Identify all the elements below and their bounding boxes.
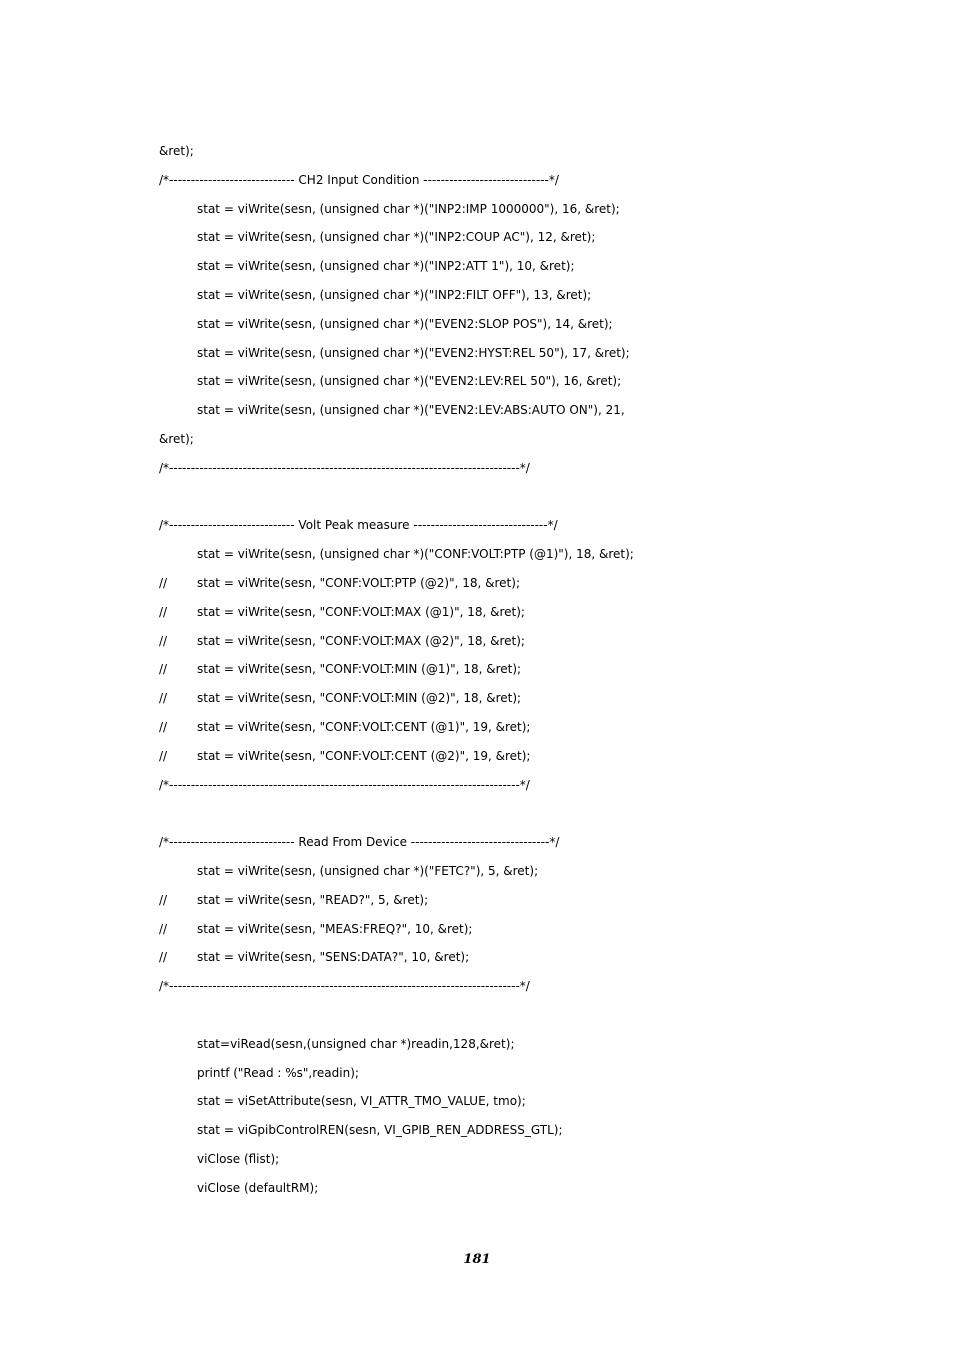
blank-line: [159, 1001, 819, 1030]
line-prefix: [159, 396, 197, 425]
page-number: 181: [463, 1252, 491, 1267]
code-line: [159, 454, 819, 483]
line-prefix: //: [159, 748, 168, 763]
line-text: stat = viWrite(sesn, "CONF:VOLT:CENT (@2)", 19, &ret);: [197, 748, 531, 763]
line-text: viClose (defaultRM);: [197, 1180, 319, 1195]
line-text: stat = viWrite(sesn, "CONF:VOLT:MIN (@1)", 18, &ret);: [197, 662, 522, 677]
line-text: stat = viWrite(sesn, (unsigned char *)("EVEN2:LEV:REL 50"), 16, &ret);: [197, 374, 622, 389]
line-text: stat=viRead(sesn,(unsigned char *)readin,128,&ret);: [197, 1036, 515, 1051]
code-line: [159, 771, 819, 800]
line-prefix: [159, 367, 197, 396]
line-text: stat = viWrite(sesn, "SENS:DATA?", 10, &ret);: [197, 950, 470, 965]
line-text: stat = viWrite(sesn, (unsigned char *)("EVEN2:LEV:ABS:AUTO ON"), 21,: [197, 403, 625, 418]
code-line: [159, 1087, 819, 1116]
line-text: stat = viWrite(sesn, (unsigned char *)("EVEN2:SLOP POS"), 14, &ret);: [197, 316, 613, 331]
code-line: [159, 425, 819, 454]
line-prefix: [159, 252, 197, 281]
line-prefix: [159, 1174, 197, 1203]
line-text: stat = viWrite(sesn, "MEAS:FREQ?", 10, &ret);: [197, 921, 473, 936]
blank-line: [159, 483, 819, 512]
line-text: /*----------------------------- Volt Peak measure -------------------------------*/: [159, 518, 558, 533]
line-text: /*---------------------------------------------------------------------------------*/: [159, 979, 530, 994]
code-line: [159, 396, 819, 425]
code-line: [159, 1059, 819, 1088]
code-line: [159, 339, 819, 368]
code-line: [159, 857, 819, 886]
code-line: [159, 598, 819, 627]
code-line: [159, 540, 819, 569]
code-line: [159, 684, 819, 713]
line-prefix: //: [159, 633, 168, 648]
code-line: [159, 1174, 819, 1203]
code-line: [159, 195, 819, 224]
code-line: [159, 915, 819, 944]
line-text: /*----------------------------- Read From Device --------------------------------*/: [159, 835, 560, 850]
line-text: stat = viWrite(sesn, (unsigned char *)("INP2:IMP 1000000"), 16, &ret);: [197, 201, 620, 216]
code-line: [159, 972, 819, 1001]
line-text: stat = viWrite(sesn, "READ?", 5, &ret);: [197, 892, 429, 907]
code-line: [159, 828, 819, 857]
line-prefix: //: [159, 691, 168, 706]
line-prefix: [159, 195, 197, 224]
code-line: [159, 627, 819, 656]
line-prefix: [159, 339, 197, 368]
line-prefix: //: [159, 892, 168, 907]
line-prefix: //: [159, 662, 168, 677]
code-listing: [159, 137, 819, 1202]
code-line: [159, 1116, 819, 1145]
line-prefix: [159, 310, 197, 339]
code-line: [159, 1145, 819, 1174]
line-text: stat = viWrite(sesn, (unsigned char *)("INP2:FILT OFF"), 13, &ret);: [197, 287, 592, 302]
code-line: [159, 252, 819, 281]
line-text: stat = viWrite(sesn, (unsigned char *)("CONF:VOLT:PTP (@1)"), 18, &ret);: [197, 547, 634, 562]
line-text: stat = viWrite(sesn, (unsigned char *)("FETC?"), 5, &ret);: [197, 863, 539, 878]
line-text: stat = viSetAttribute(sesn, VI_ATTR_TMO_VALUE, tmo);: [197, 1094, 526, 1109]
line-prefix: //: [159, 604, 168, 619]
line-text: stat = viWrite(sesn, "CONF:VOLT:MIN (@2)", 18, &ret);: [197, 691, 522, 706]
code-line: [159, 223, 819, 252]
line-text: &ret);: [159, 431, 194, 446]
line-prefix: [159, 1116, 197, 1145]
code-line: [159, 310, 819, 339]
blank-line: [159, 799, 819, 828]
line-prefix: //: [159, 950, 168, 965]
line-text: stat = viWrite(sesn, (unsigned char *)("INP2:ATT 1"), 10, &ret);: [197, 259, 575, 274]
line-text: /*---------------------------------------------------------------------------------*/: [159, 777, 530, 792]
line-text: &ret);: [159, 144, 194, 158]
line-text: stat = viWrite(sesn, (unsigned char *)("INP2:COUP AC"), 12, &ret);: [197, 230, 596, 245]
line-text: /*---------------------------------------------------------------------------------*/: [159, 460, 530, 475]
code-line: [159, 569, 819, 598]
line-prefix: [159, 540, 197, 569]
line-text: /*----------------------------- CH2 Input Condition -----------------------------*/: [159, 172, 559, 187]
line-text: stat = viWrite(sesn, "CONF:VOLT:MAX (@2)", 18, &ret);: [197, 633, 525, 648]
line-prefix: [159, 1030, 197, 1059]
line-text: stat = viWrite(sesn, "CONF:VOLT:CENT (@1)", 19, &ret);: [197, 719, 531, 734]
code-line: [159, 367, 819, 396]
line-text: printf ("Read : %s",readin);: [197, 1065, 359, 1080]
line-text: stat = viWrite(sesn, (unsigned char *)("EVEN2:HYST:REL 50"), 17, &ret);: [197, 345, 630, 360]
code-line: [159, 166, 819, 195]
line-prefix: [159, 281, 197, 310]
line-prefix: [159, 1145, 197, 1174]
code-line: [159, 1030, 819, 1059]
line-prefix: [159, 223, 197, 252]
code-line: [159, 655, 819, 684]
line-prefix: //: [159, 921, 168, 936]
line-text: stat = viGpibControlREN(sesn, VI_GPIB_REN_ADDRESS_GTL);: [197, 1123, 563, 1138]
line-prefix: [159, 1059, 197, 1088]
line-text: viClose (flist);: [197, 1151, 280, 1166]
code-line: [159, 137, 819, 166]
code-line: [159, 713, 819, 742]
code-line: [159, 281, 819, 310]
line-prefix: [159, 857, 197, 886]
code-line: [159, 943, 819, 972]
code-line: [159, 742, 819, 771]
line-text: stat = viWrite(sesn, "CONF:VOLT:MAX (@1)", 18, &ret);: [197, 604, 525, 619]
line-text: stat = viWrite(sesn, "CONF:VOLT:PTP (@2)", 18, &ret);: [197, 575, 520, 590]
code-line: [159, 886, 819, 915]
line-prefix: //: [159, 575, 168, 590]
line-prefix: [159, 1087, 197, 1116]
code-line: [159, 511, 819, 540]
line-prefix: //: [159, 719, 168, 734]
